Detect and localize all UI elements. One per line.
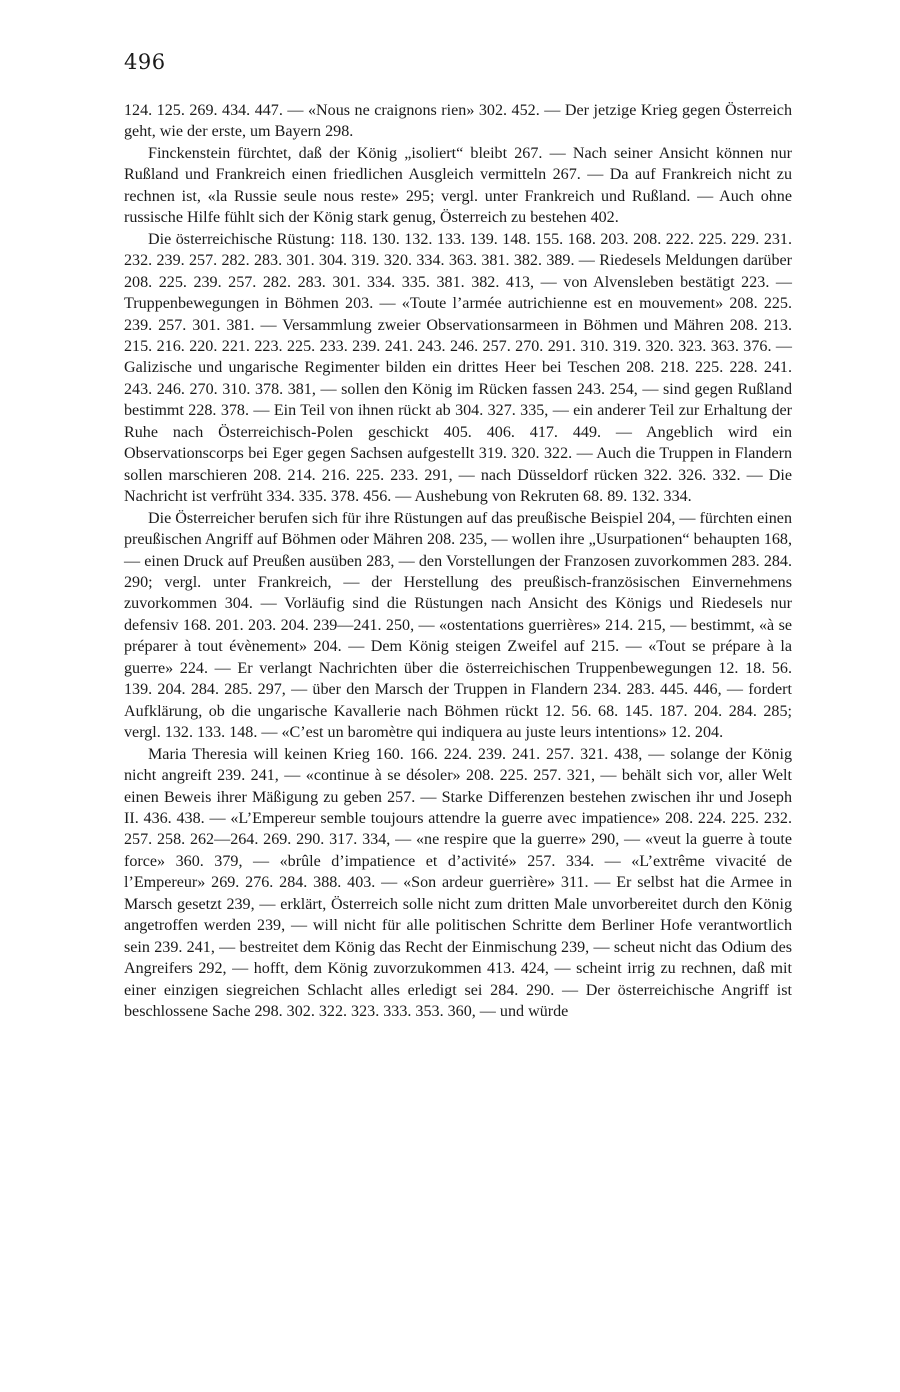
index-paragraph: Die österreichische Rüstung: 118. 130. 132. 133. 139. 148. 155. 168. 203. 208. 222. 225. 229. 231. 232. 239. 257. 282. 283. 301. 304. 319. 320. 334. 363. 381. 382. 389. — Riedesels Meldungen darüber 208. 225. 239. 257. 282. 283. 301. 334. 335. 381. 382. 413, — von Alvensleben bestätigt 223. — Truppenbewegungen in Böhmen 203. — «Toute l’armée autrichienne est en mouvement» 208. 225. 239. 257. 301. 381. — Versammlung zweier Observationsarmeen in Böhmen und Mähren 208. 213. 215. 216. 220. 221. 223. 225. 233. 239. 241. 243. 246. 257. 270. 291. 310. 319. 320. 323. 363. 376. — Galizische und ungarische Regimenter bilden ein drittes Heer bei Teschen 208. 218. 225. 228. 241. 243. 246. 270. 310. 378. 381, — sollen den König im Rücken fassen 243. 254, — sind gegen Rußland bestimmt 228. 378. — Ein Teil von ihnen rückt ab 304. 327. 335, — ein anderer Teil zur Erhaltung der Ruhe nach Österreichisch-Polen geschickt 405. 406. 417. 449. — Angeblich wird ein Observationscorps bei Eger gegen Sachsen aufgestellt 319. 320. 322. — Auch die Truppen in Flandern sollen marschieren 208. 214. 216. 225. 233. 291, — nach Düsseldorf rücken 322. 326. 332. — Die Nachricht ist verfrüht 334. 335. 378. 456. — Aushebung von Rekruten 68. 89. 132. 334. [124, 230, 792, 506]
index-paragraph: Maria Theresia will keinen Krieg 160. 166. 224. 239. 241. 257. 321. 438, — solange der König nicht angreift 239. 241, — «continue à se désoler» 208. 225. 257. 321, — behält sich vor, aller Welt einen Beweis ihrer Mäßigung zu geben 257. — Starke Differenzen bestehen zwischen ihr und Joseph II. 436. 438. — «L’Empereur semble toujours attendre la guerre avec impatience» 208. 224. 225. 232. 257. 258. 262—264. 269. 290. 317. 334, — «ne respire que la guerre» 290, — «veut la guerre à toute force» 360. 379, — «brûle d’impatience et d’activité» 257. 334. — «L’extrême vivacité de l’Empereur» 269. 276. 284. 388. 403. — «Son ardeur guerrière» 311. — Er selbst hat die Armee in Marsch gesetzt 239, — erklärt, Österreich solle nicht zum dritten Male unvorbereitet durch den König angetroffen werden 239, — will nicht für alle politischen Schritte dem Berliner Hofe verantwortlich sein 239. 241, — bestreitet dem König das Recht der Einmischung 239, — scheut nicht das Odium des Angreifers 292, — hofft, dem König zuvorzukommen 413. 424, — scheint irrig zu rechnen, daß mit einer einzigen siegreichen Schlacht alles erledigt sei 284. 290. — Der österreichische Angriff ist beschlossene Sache 298. 302. 322. 323. 333. 353. 360, — und würde [124, 745, 792, 1021]
index-paragraph: Finckenstein fürchtet, daß der König „isoliert“ bleibt 267. — Nach seiner Ansicht können nur Rußland und Frankreich einen friedlichen Ausgleich vermitteln 267. — Da auf Frankreich nicht zu rechnen ist, «la Russie seule nous reste» 295; vergl. unter Frankreich und Rußland. — Auch ohne russische Hilfe fühlt sich der König stark genug, Österreich zu bestehen 402. [124, 144, 792, 227]
index-paragraph: Die Österreicher berufen sich für ihre Rüstungen auf das preußische Beispiel 204, — fürchten einen preußischen Angriff auf Böhmen oder Mähren 208. 235, — wollen ihre „Usurpationen“ behaupten 168, — einen Druck auf Preußen ausüben 283, — den Vorstellungen der Franzosen zuvorkommen 283. 284. 290; vergl. unter Frankreich, — der Herstellung des preußisch-französischen Einvernehmens zuvorkommen 304. — Vorläufig sind die Rüstungen nach Ansicht des Königs und Riedesels nur defensiv 168. 201. 203. 204. 239—241. 250, — «ostentations guerrières» 214. 215, — bestimmt, «à se préparer à tout évènement» 204. — Dem König steigen Zweifel auf 215. — «Tout se prépare à la guerre» 224. — Er verlangt Nachrichten über die österreichischen Truppenbewegungen 12. 18. 56. 139. 204. 284. 285. 297, — über den Marsch der Truppen in Flandern 234. 283. 445. 446, — fordert Aufklärung, ob die ungarische Kavallerie nach Böhmen rückt 12. 56. 68. 145. 187. 204. 284. 285; vergl. 132. 133. 148. — «C’est un baromètre qui indiquera au juste leurs intentions» 12. 204. [124, 509, 792, 742]
page-number: 496 [124, 50, 166, 74]
index-text-body [124, 100, 792, 1022]
index-paragraph: 124. 125. 269. 434. 447. — «Nous ne craignons rien» 302. 452. — Der jetzige Krieg gegen Österreich geht, wie der erste, um Bayern 298. [124, 102, 792, 141]
